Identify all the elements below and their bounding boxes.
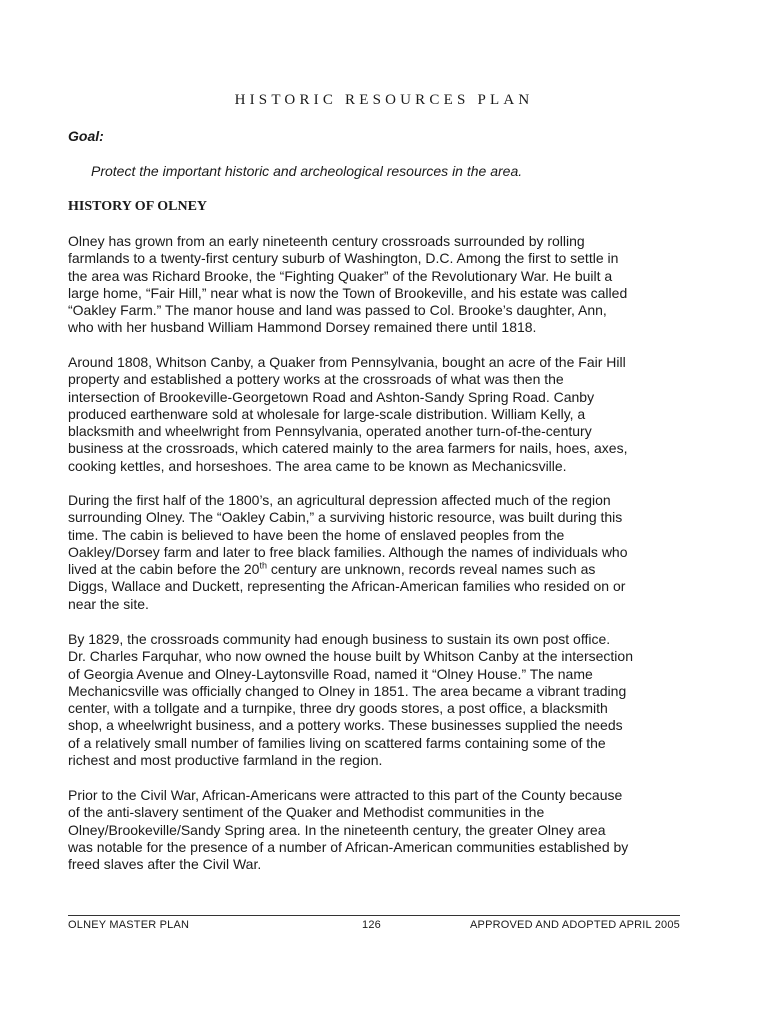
paragraph-line: “Oakley Farm.” The manor house and land was passed to Col. Brooke’s daughter, Ann, bbox=[68, 302, 607, 319]
footer-document-name: OLNEY MASTER PLAN bbox=[68, 919, 190, 931]
paragraph-line bbox=[68, 561, 680, 578]
paragraph-line: center, with a tollgate and a turnpike, three dry goods stores, a post office, a blacksmith bbox=[68, 700, 608, 717]
paragraph-line: the area was Richard Brooke, the “Fighting Quaker” of the Revolutionary War. He built a bbox=[68, 267, 613, 284]
page-footer bbox=[68, 919, 680, 933]
paragraph-line: time. The cabin is believed to have been the home of enslaved peoples from the bbox=[68, 526, 565, 543]
paragraph-line: richest and most productive farmland in the region. bbox=[68, 752, 383, 769]
paragraph-line: of the anti-slavery sentiment of the Quaker and Methodist communities in the bbox=[68, 804, 545, 821]
paragraph-line: Dr. Charles Farquhar, who now owned the house built by Whitson Canby at the intersection bbox=[68, 648, 633, 665]
paragraph-4 bbox=[68, 631, 680, 769]
paragraph-line: shop, a wheelwright business, and a pottery works. These businesses supplied the needs bbox=[68, 717, 623, 734]
footer-approval-date: APPROVED AND ADOPTED APRIL 2005 bbox=[470, 919, 680, 931]
footer-divider bbox=[68, 915, 680, 916]
paragraph-5 bbox=[68, 787, 680, 873]
page-title: HISTORIC RESOURCES PLAN bbox=[234, 92, 534, 108]
paragraph-line: Oakley/Dorsey farm and later to free black families. Although the names of individuals who bbox=[68, 543, 628, 560]
paragraph-line: produced earthenware sold at wholesale for large-scale distribution. William Kelly, a bbox=[68, 405, 586, 422]
paragraph-line: of a relatively small number of families living on scattered farms containing some of the bbox=[68, 734, 606, 751]
paragraph-line: Mechanicsville was officially changed to Olney in 1851. The area became a vibrant trading bbox=[68, 682, 627, 699]
line-text: lived at the cabin before the 20 bbox=[68, 561, 260, 578]
paragraph-line: Around 1808, Whitson Canby, a Quaker from Pennsylvania, bought an acre of the Fair Hill bbox=[68, 354, 626, 370]
line-text-continued: century are unknown, records reveal names such as bbox=[266, 561, 596, 578]
paragraph-line: near the site. bbox=[68, 595, 149, 612]
paragraph-line: intersection of Brookeville-Georgetown Road and Ashton-Sandy Spring Road. Canby bbox=[68, 388, 595, 405]
goal-text: Protect the important historic and archeological resources in the area. bbox=[91, 163, 523, 179]
paragraph-line: Olney/Brookeville/Sandy Spring area. In the nineteenth century, the greater Olney area bbox=[68, 821, 606, 838]
paragraph-line: surrounding Olney. The “Oakley Cabin,” a surviving historic resource, was built during this bbox=[68, 509, 623, 526]
superscript: th bbox=[259, 560, 267, 571]
goal-label: Goal: bbox=[68, 128, 104, 144]
paragraph-line: Prior to the Civil War, African-Americans were attracted to this part of the County because bbox=[68, 787, 623, 803]
paragraph-line: By 1829, the crossroads community had enough business to sustain its own post office. bbox=[68, 631, 611, 647]
section-heading: HISTORY OF OLNEY bbox=[68, 199, 208, 214]
paragraph-line: cooking kettles, and horseshoes. The area came to be known as Mechanicsville. bbox=[68, 457, 567, 474]
paragraph-line: farmlands to a twenty-first century suburb of Washington, D.C. Among the first to settle in bbox=[68, 250, 619, 267]
paragraph-line: of Georgia Avenue and Olney-Laytonsville Road, named it “Olney House.” The name bbox=[68, 665, 593, 682]
paragraph-line: who with her husband William Hammond Dorsey remained there until 1818. bbox=[68, 319, 537, 336]
paragraph-line: large home, “Fair Hill,” near what is now the Town of Brookeville, and his estate was called bbox=[68, 284, 628, 301]
paragraph-3 bbox=[68, 492, 680, 613]
paragraph-2 bbox=[68, 354, 680, 475]
paragraph-line: was notable for the presence of a number of African-American communities established by bbox=[68, 838, 629, 855]
paragraph-line: freed slaves after the Civil War. bbox=[68, 856, 262, 873]
paragraph-line: During the first half of the 1800’s, an agricultural depression affected much of the region bbox=[68, 492, 611, 508]
page-number: 126 bbox=[362, 919, 381, 931]
paragraph-line: blacksmith and wheelwright from Pennsylvania, operated another turn-of-the-century bbox=[68, 423, 592, 440]
paragraph-1 bbox=[68, 233, 680, 337]
paragraph-line: Olney has grown from an early nineteenth century crossroads surrounded by rolling bbox=[68, 233, 585, 249]
paragraph-line: property and established a pottery works at the crossroads of what was then the bbox=[68, 371, 564, 388]
paragraph-line: business at the crossroads, which catered mainly to the area farmers for nails, hoes, axes, bbox=[68, 440, 628, 457]
paragraph-line: Diggs, Wallace and Duckett, representing the African-American families who resided on or bbox=[68, 578, 626, 595]
